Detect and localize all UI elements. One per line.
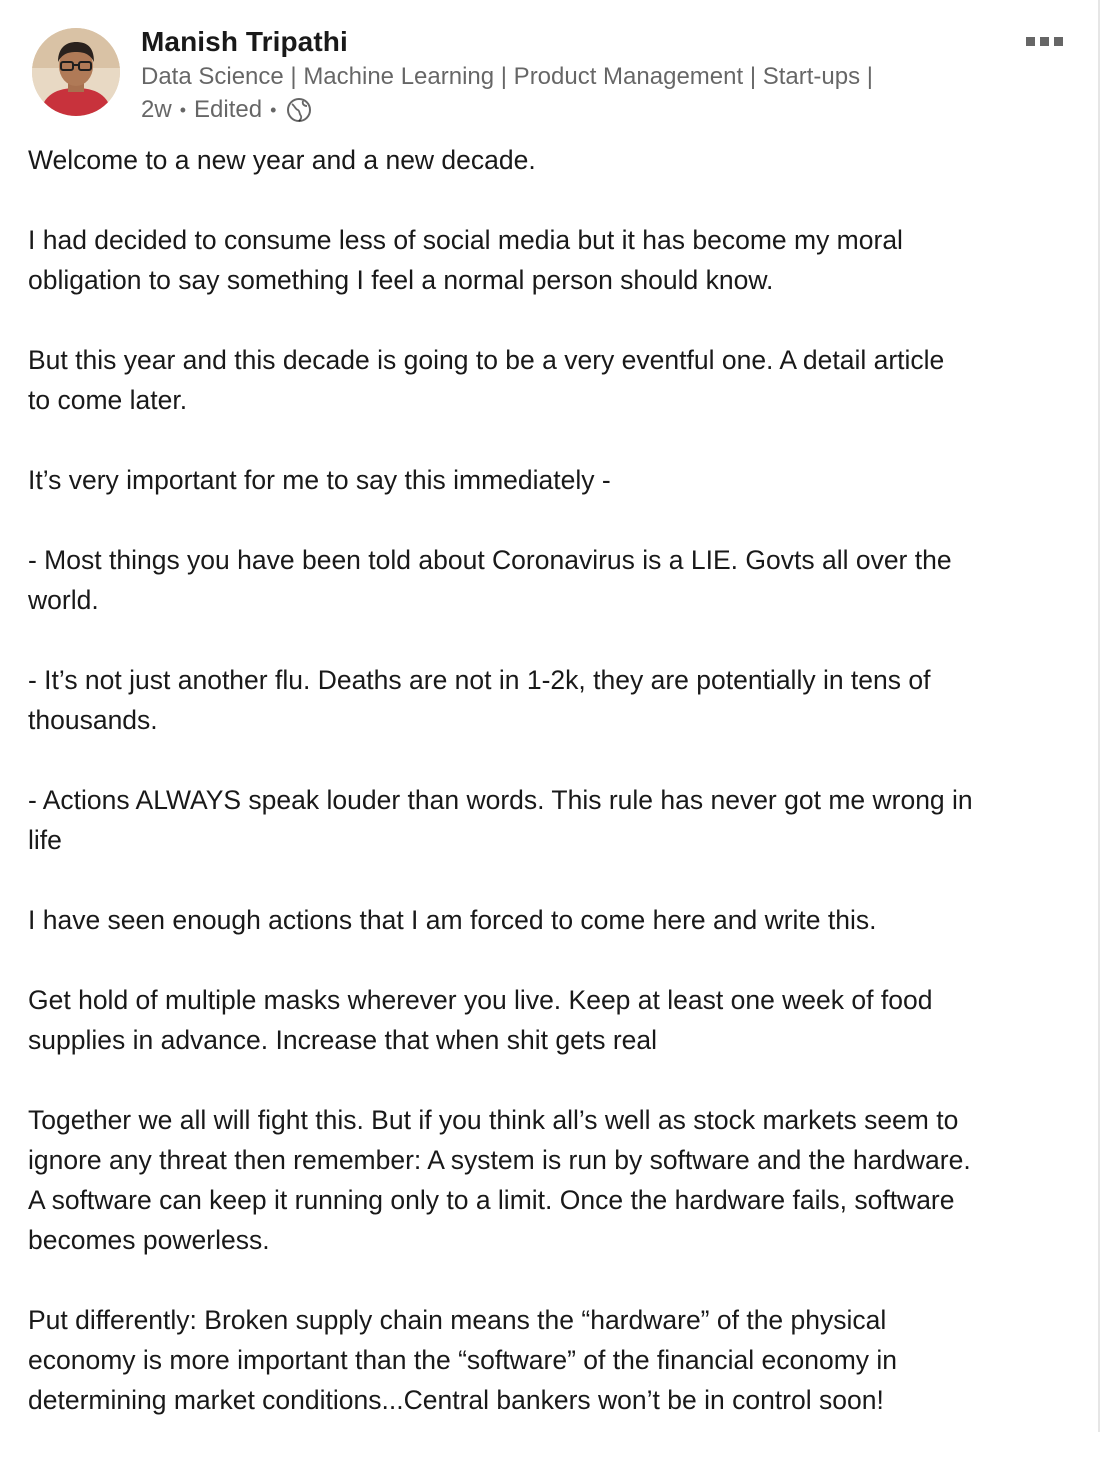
post-line: Put differently: Broken supply chain means the “hardware” of the physical [28,1305,887,1335]
post-line: I have seen enough actions that I am forced to come here and write this. [28,905,877,935]
post-line: - It’s not just another flu. Deaths are not in 1-2k, they are potentially in tens of [28,665,931,695]
post-line: Welcome to a new year and a new decade. [28,145,536,175]
globe-icon [286,97,312,123]
post-paragraph [28,140,1073,180]
post-line: determining market conditions...Central bankers won’t be in control soon! [28,1385,884,1415]
post-line: to come later. [28,385,188,415]
post-line: ignore any threat then remember: A system is run by software and the hardware. [28,1145,971,1175]
post-line: supplies in advance. Increase that when shit gets real [28,1025,658,1055]
post-line: But this year and this decade is going to be a very eventful one. A detail article [28,345,945,375]
post-paragraph [28,780,1073,860]
post-line: - Most things you have been told about Coronavirus is a LIE. Govts all over the [28,545,952,575]
post-paragraph [28,460,1073,500]
post-paragraph [28,980,1073,1060]
author-name[interactable]: Manish Tripathi [141,26,348,57]
post-line: obligation to say something I feel a normal person should know. [28,265,774,295]
separator-dot: • [179,100,186,120]
more-dot [1026,37,1035,46]
post-line: becomes powerless. [28,1225,270,1255]
post-paragraph [28,340,1073,420]
post-paragraph [28,540,1073,620]
more-options-icon[interactable] [1018,30,1070,52]
post-paragraph [28,220,1073,300]
post-paragraph [28,1300,1073,1420]
avatar-image [32,28,120,116]
post-line: Get hold of multiple masks wherever you live. Keep at least one week of food [28,985,933,1015]
post-line: Together we all will fight this. But if you think all’s well as stock markets seem to [28,1105,959,1135]
more-dot [1054,37,1063,46]
post-line: - Actions ALWAYS speak louder than words. This rule has never got me wrong in [28,785,973,815]
separator-dot: • [270,100,277,120]
post-line: It’s very important for me to say this immediately - [28,465,611,495]
post-paragraph [28,900,1073,940]
post-line: economy is more important than the “software” of the financial economy in [28,1345,898,1375]
post-paragraph [28,660,1073,740]
author-headline: Data Science | Machine Learning | Product Management | Start-ups | [141,63,873,90]
post-meta [141,95,312,125]
post-line: life [28,825,62,855]
post-line: world. [28,585,99,615]
edited-label: Edited [194,96,263,123]
post-body [28,140,1073,1460]
post-paragraph [28,1100,1073,1260]
more-dot [1040,37,1049,46]
post-line: A software can keep it running only to a limit. Once the hardware fails, software [28,1185,955,1215]
post-line: I had decided to consume less of social media but it has become my moral [28,225,903,255]
post-line: thousands. [28,705,158,735]
avatar[interactable] [32,28,120,116]
post-time: 2w [141,96,172,123]
